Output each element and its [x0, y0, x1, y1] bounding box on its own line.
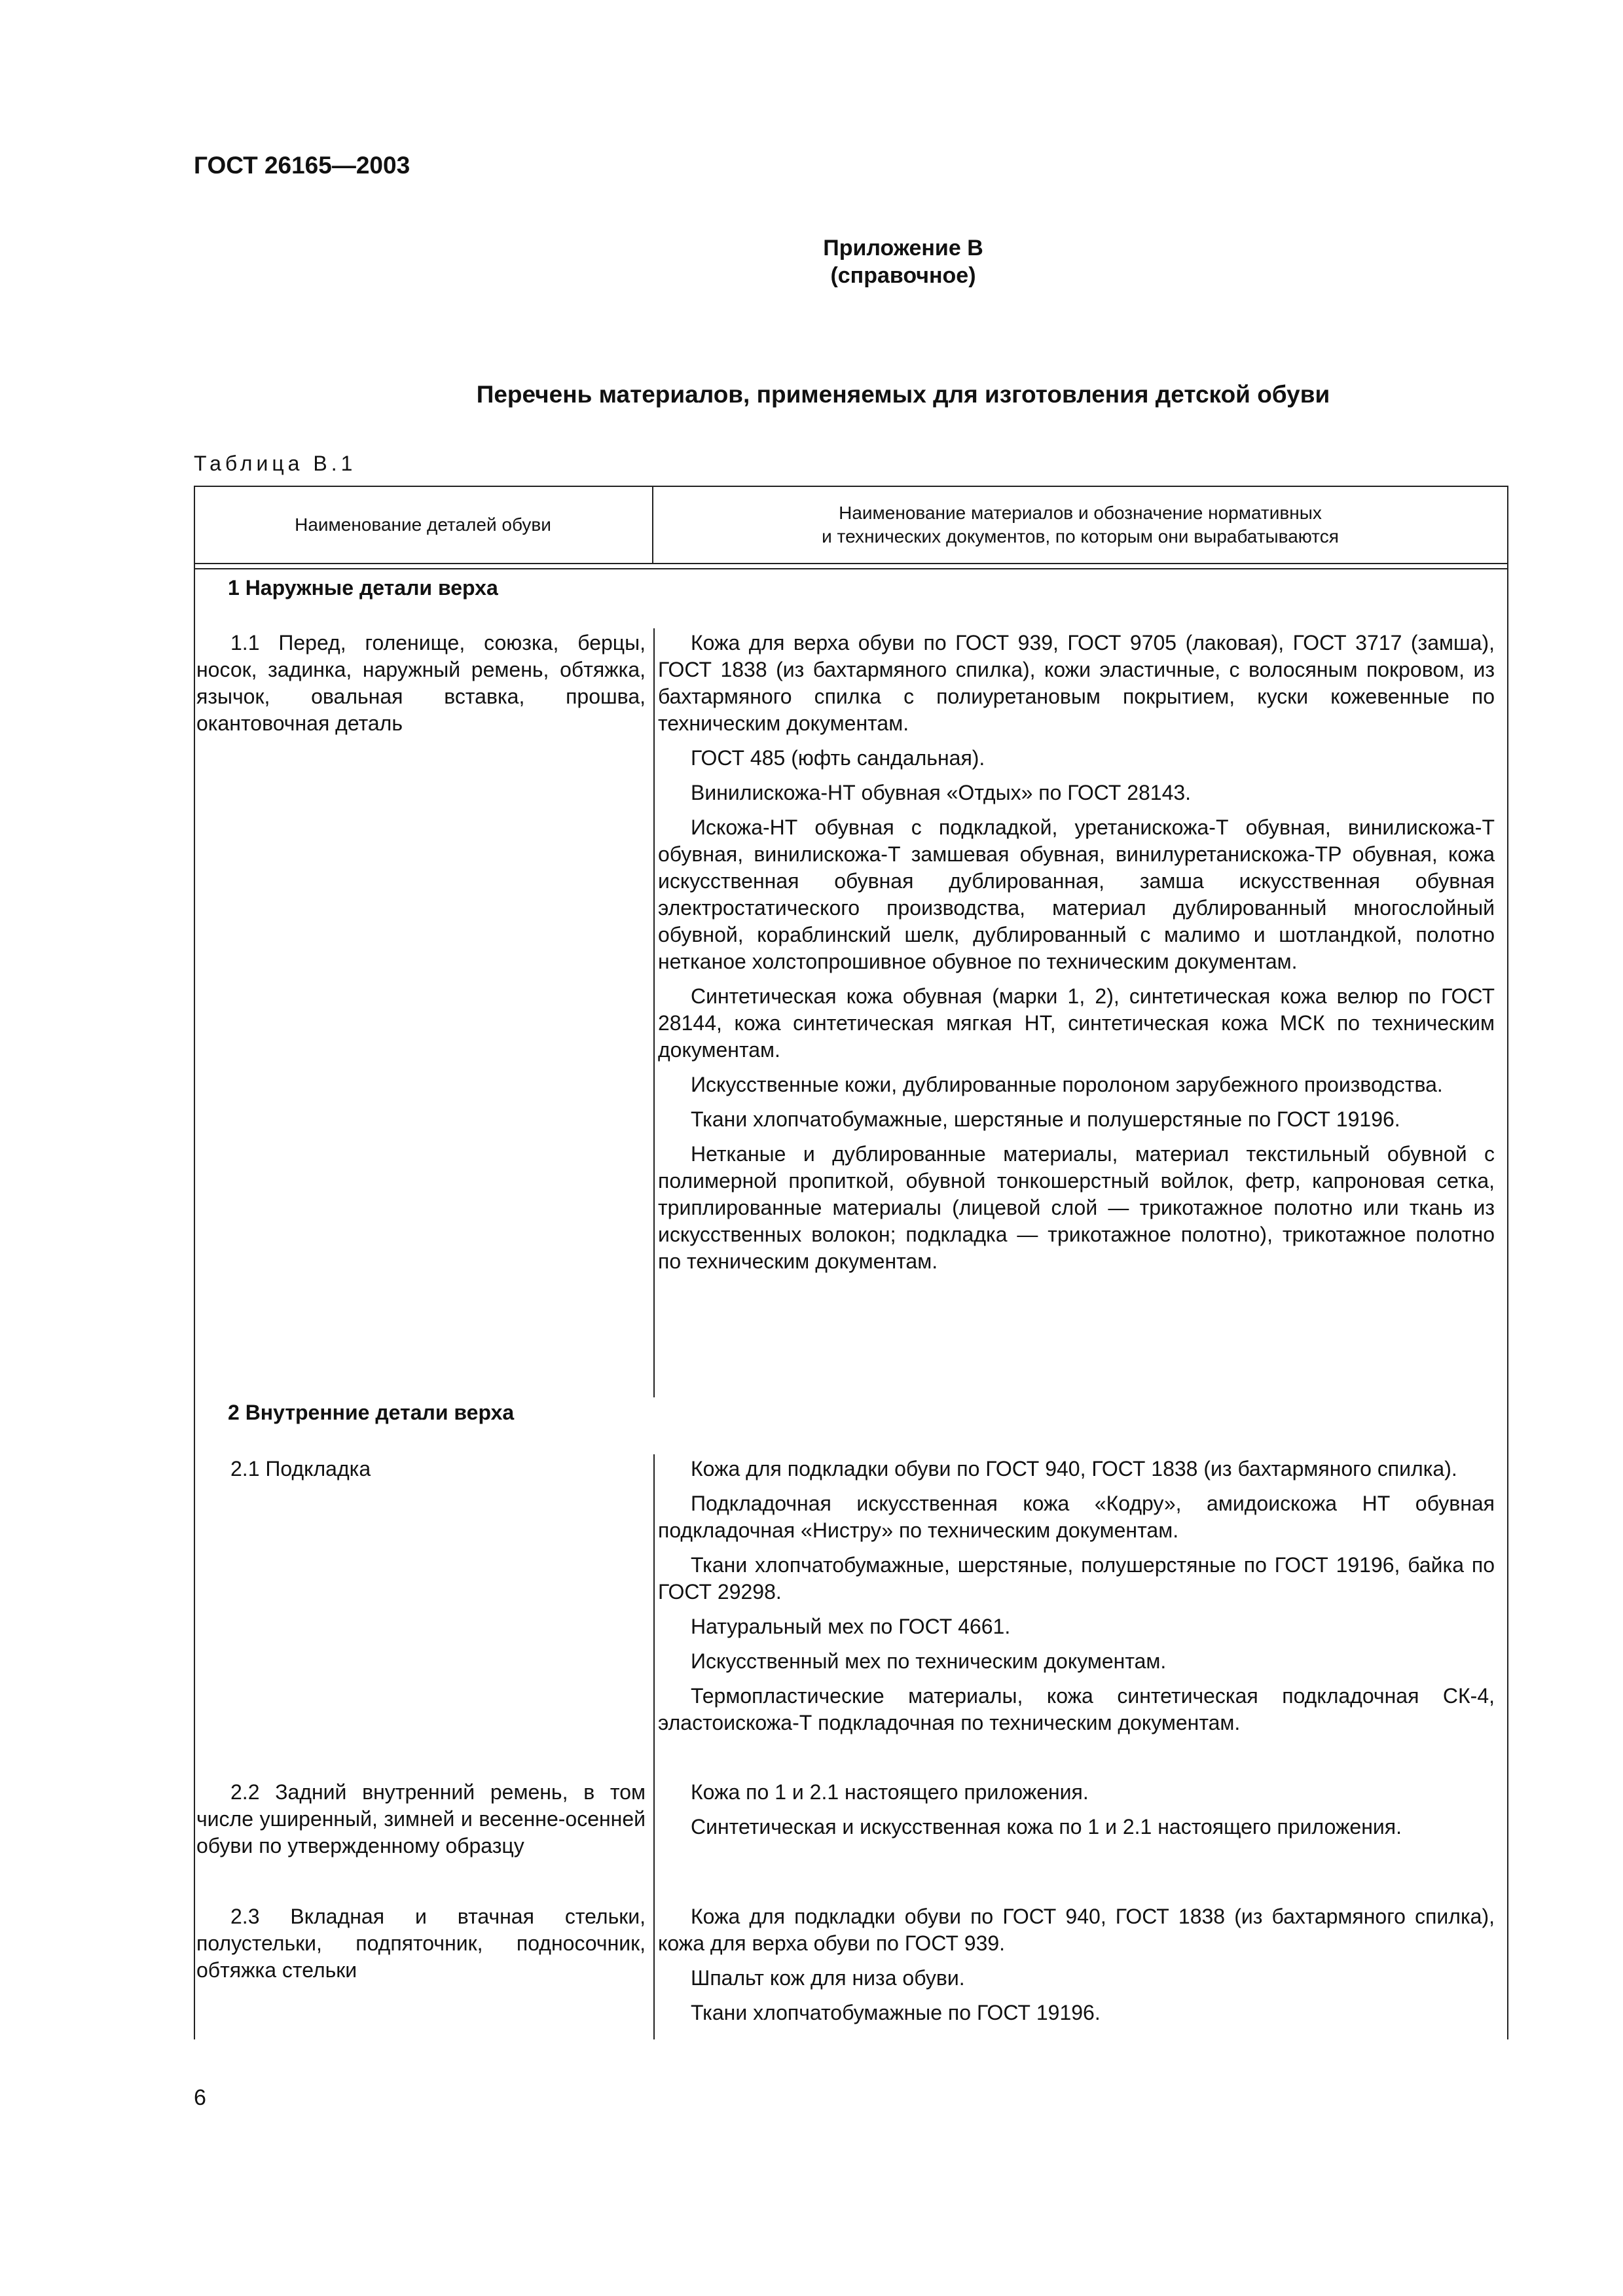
header-rule-top: [194, 563, 1508, 564]
material-paragraph: Искожа-НТ обувная с подкладкой, уретанискожа-Т обувная, винилискожа-Т обувная, винилискожа-Т замшевая обувная, винилуретанискожа-ТР обувная, кожа искусственная обувная дублированная, замша искусственная обувная электростатического производства, материал дублированный многослойный обувной, кораблинский шелк, дублированный с малимо и шотландкой, полотно нетканое холстопрошивное обувное по техническим документам.: [658, 816, 1495, 973]
material-paragraph: Ткани хлопчатобумажные, шерстяные, полушерстяные по ГОСТ 19196, байка по ГОСТ 29298.: [658, 1553, 1495, 1604]
column-header-materials-line2: и технических документов, по которым они вырабатываются: [822, 526, 1339, 547]
appendix-subtitle: (справочное): [830, 263, 976, 288]
section-heading-outer-parts: 1 Наружные детали верха: [228, 576, 498, 600]
material-paragraph: Натуральный мех по ГОСТ 4661.: [691, 1615, 1011, 1638]
material-paragraph: Шпальт кож для низа обуви.: [691, 1966, 965, 1990]
column-header-materials-line1: Наименование материалов и обозначение нормативных: [839, 503, 1322, 523]
column-header-parts: [194, 486, 652, 564]
table-cell-materials-2-1: [658, 1456, 1495, 1744]
material-paragraph: Синтетическая и искусственная кожа по 1 и 2.1 настоящего приложения.: [691, 1815, 1402, 1839]
table-cell-part-1-1: 1.1 Перед, голенище, союзка, берцы, носок, задинка, наружный ремень, обтяжка, язычок, овальная вставка, прошва, окантовочная деталь: [196, 631, 646, 735]
material-paragraph: Термопластические материалы, кожа синтетическая подкладочная СК-4, эластоискожа-Т подкладочная по техническим документам.: [658, 1684, 1495, 1734]
table-cell-materials-2-2: [658, 1779, 1495, 1848]
material-paragraph: Ткани хлопчатобумажные по ГОСТ 19196.: [691, 2001, 1101, 2024]
header-rule-bottom: [194, 568, 1508, 569]
document-code-header: ГОСТ 26165—2003: [194, 152, 410, 179]
page-number: 6: [194, 2085, 206, 2110]
appendix-title: Приложение В: [823, 236, 983, 260]
document-title: Перечень материалов, применяемых для изготовления детской обуви: [476, 381, 1330, 408]
table-cell-part-2-3: 2.3 Вкладная и втачная стельки, полустельки, подпяточник, подносочник, обтяжка стельки: [196, 1905, 646, 1982]
section-heading-inner-parts: 2 Внутренние детали верха: [228, 1401, 515, 1424]
material-paragraph: Кожа для подкладки обуви по ГОСТ 940, ГОСТ 1838 (из бахтармяного спилка), кожа для верха обуви по ГОСТ 939.: [658, 1905, 1495, 1955]
table-cell-materials-1-1: [658, 630, 1495, 1283]
header-column-divider: [652, 486, 653, 564]
material-paragraph: Искусственные кожи, дублированные поролоном зарубежного производства.: [691, 1073, 1443, 1096]
table-cell-part-2-2: 2.2 Задний внутренний ремень, в том числе уширенный, зимней и весенне-осенней обуви по утвержденному образцу: [196, 1780, 646, 1857]
column-divider-segment: [653, 1454, 655, 2039]
table-cell-materials-2-3: [658, 1903, 1495, 2034]
material-paragraph: Кожа для верха обуви по ГОСТ 939, ГОСТ 9705 (лаковая), ГОСТ 3717 (замша), ГОСТ 1838 (из бахтармяного спилка), кожи эластичные, с волосяным покровом, из бахтармяного спилка с полиуретановым покрытием, куски кожевенные по техническим документам.: [658, 631, 1495, 735]
material-paragraph: Ткани хлопчатобумажные, шерстяные и полушерстяные по ГОСТ 19196.: [691, 1107, 1400, 1131]
material-paragraph: Нетканые и дублированные материалы, материал текстильный обувной с полимерной пропиткой, обувной тонкошерстный войлок, фетр, капроновая сетка, триплированные материалы (лицевой слой — трикотажное полотно или ткань из искусственных волокон; подкладка — трикотажное полотно), трикотажное полотно по техническим документам.: [658, 1142, 1495, 1273]
column-header-materials: [652, 486, 1508, 564]
material-paragraph: Винилискожа-НТ обувная «Отдых» по ГОСТ 28143.: [691, 781, 1192, 804]
table-cell-part-2-1: 2.1 Подкладка: [230, 1457, 371, 1480]
material-paragraph: ГОСТ 485 (юфть сандальная).: [691, 746, 985, 770]
material-paragraph: Искусственный мех по техническим документам.: [691, 1649, 1167, 1673]
column-header-parts-text: Наименование деталей обуви: [295, 514, 551, 535]
table-label: Таблица В.1: [194, 452, 357, 475]
material-paragraph: Кожа по 1 и 2.1 настоящего приложения.: [691, 1780, 1089, 1804]
material-paragraph: Подкладочная искусственная кожа «Кодру», амидоискожа НТ обувная подкладочная «Нистру» по техническим документам.: [658, 1492, 1495, 1542]
material-paragraph: Кожа для подкладки обуви по ГОСТ 940, ГОСТ 1838 (из бахтармяного спилка).: [691, 1457, 1457, 1480]
material-paragraph: Синтетическая кожа обувная (марки 1, 2), синтетическая кожа велюр по ГОСТ 28144, кожа синтетическая мягкая НТ, синтетическая кожа МСК по техническим документам.: [658, 984, 1495, 1062]
column-divider-segment: [653, 628, 655, 1397]
